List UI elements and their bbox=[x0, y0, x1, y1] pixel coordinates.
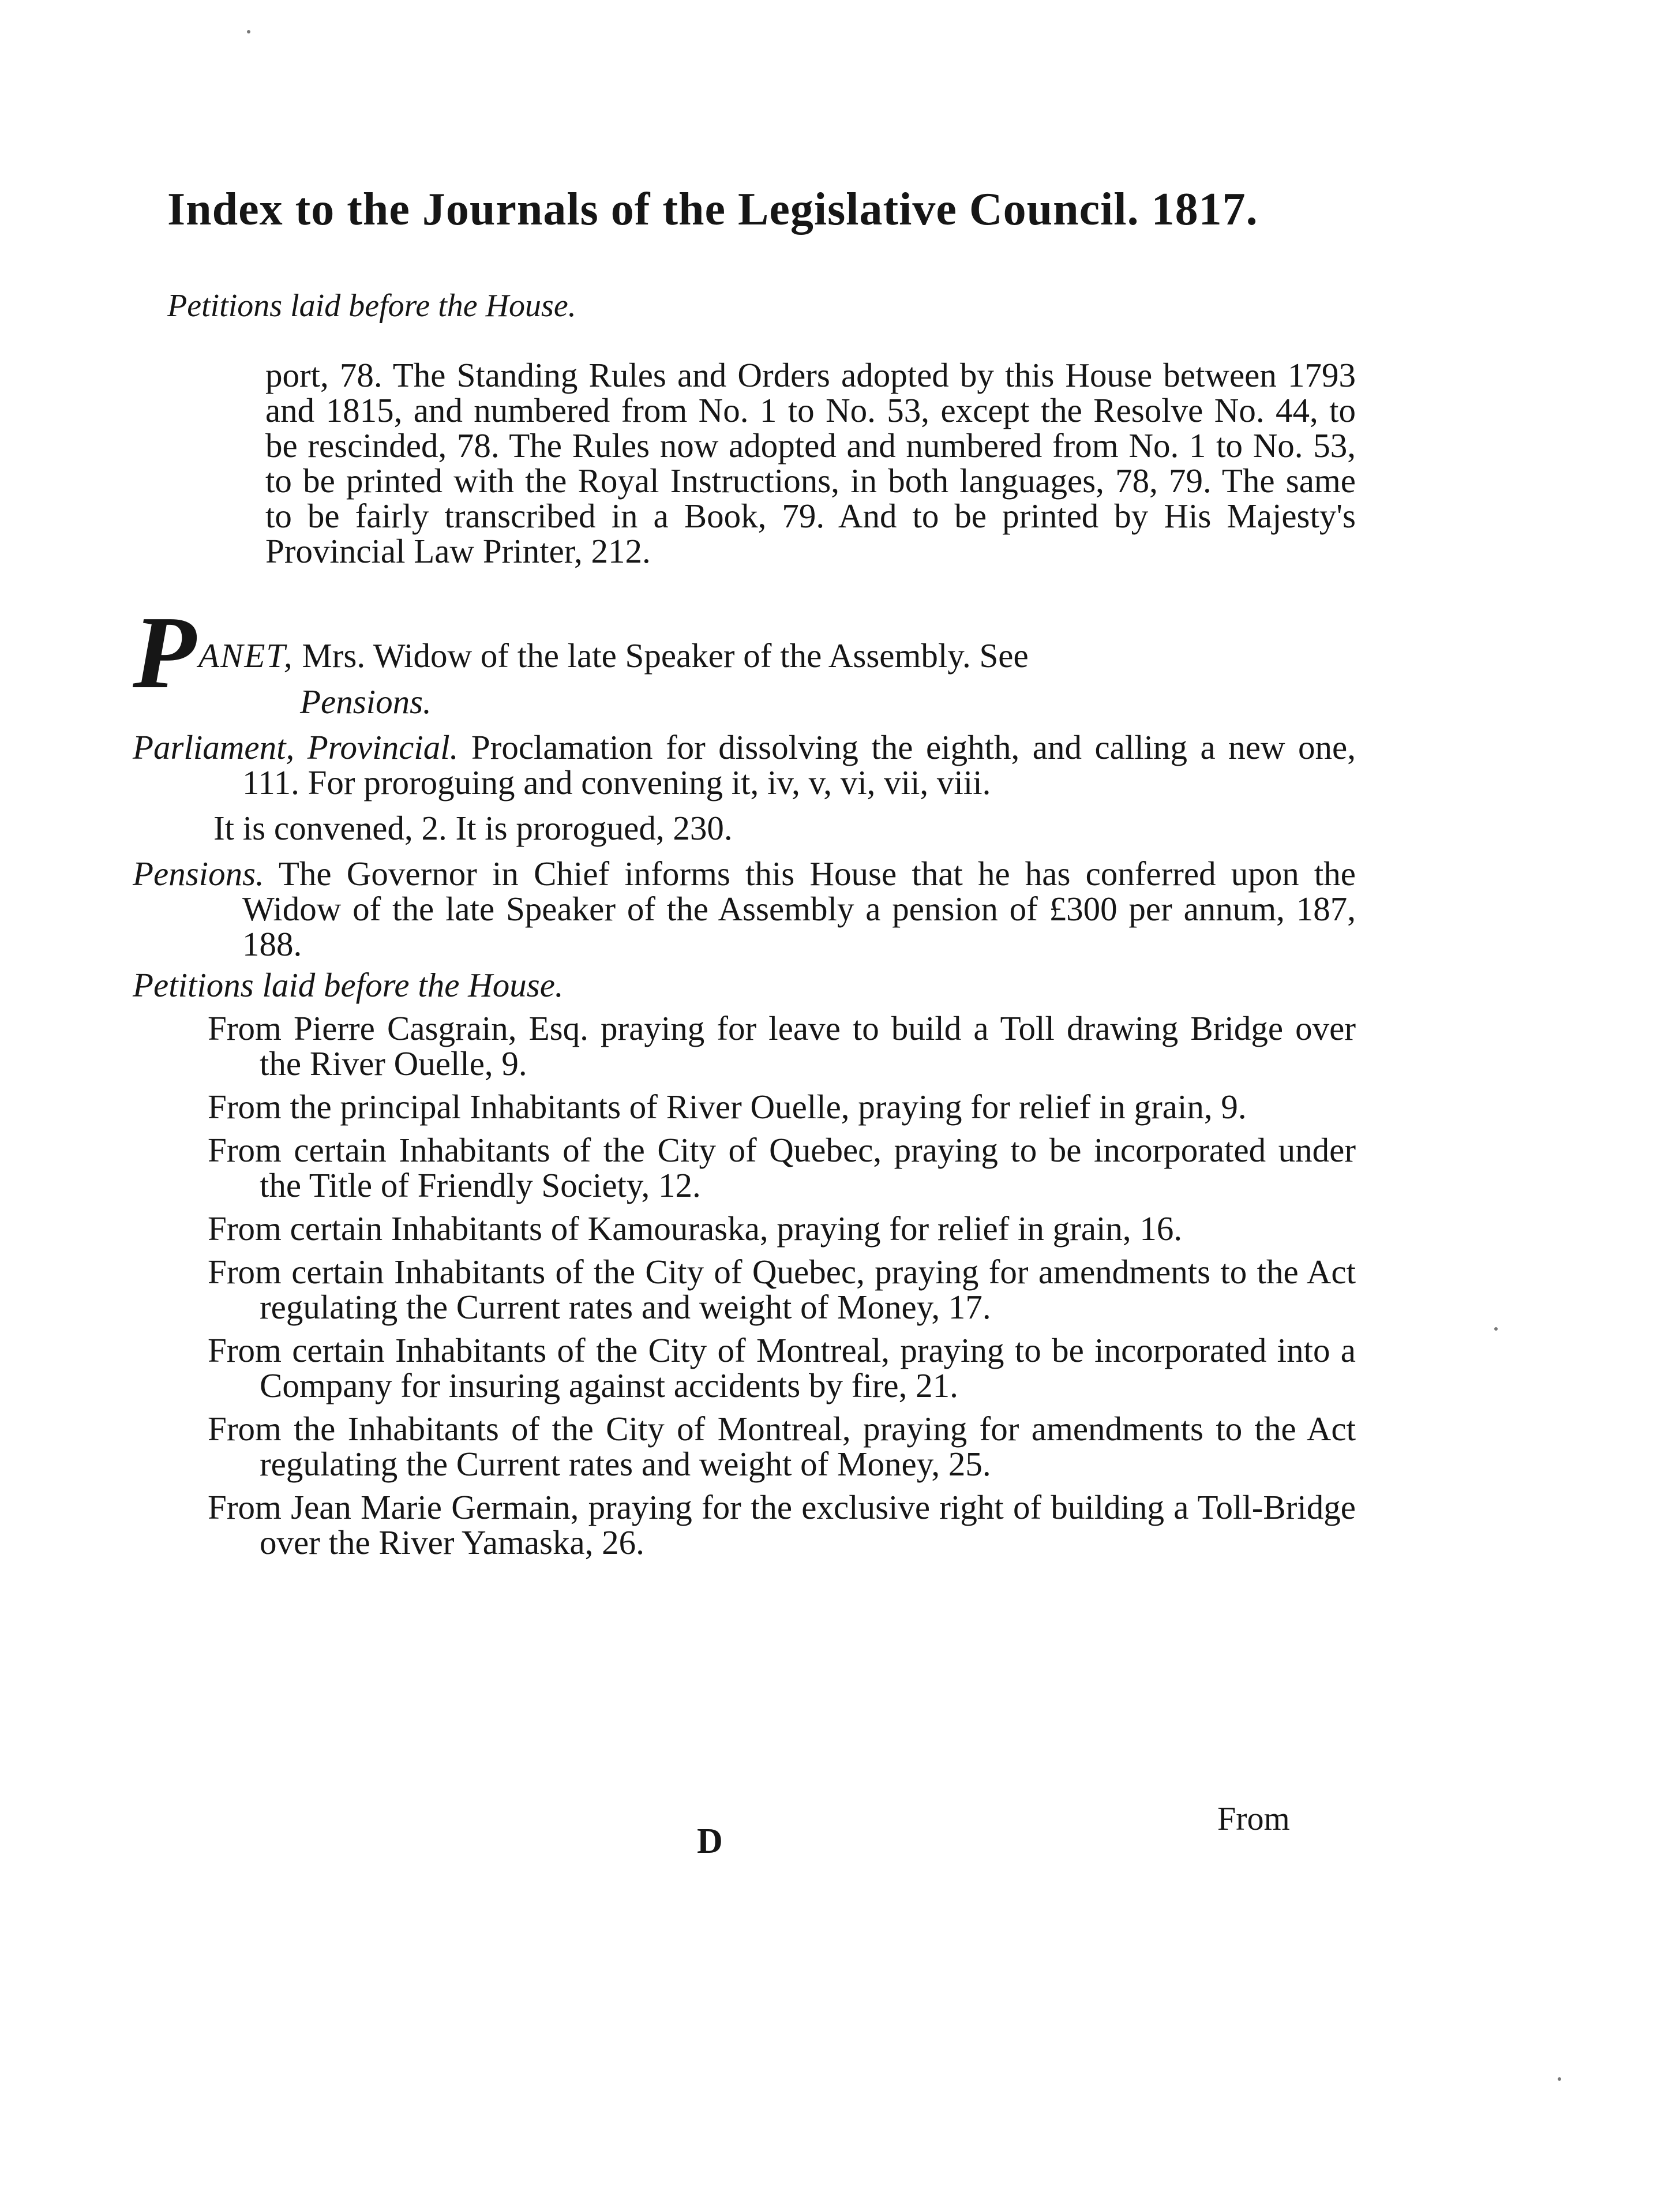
entry-text-panet: Mrs. Widow of the late Speaker of the Assembly. See bbox=[293, 636, 1029, 675]
see-reference: Pensions. bbox=[300, 683, 432, 721]
entry-head-pensions: Pensions. bbox=[133, 855, 264, 893]
petition-item: From the Inhabitants of the City of Montreal, praying for amendments to the Act regulating the Current rates and weight of Money, 25. bbox=[208, 1410, 1356, 1483]
petition-item: From the principal Inhabitants of River Ouelle, praying for relief in grain, 9. bbox=[208, 1088, 1247, 1126]
catchword: From bbox=[1217, 1800, 1290, 1837]
petition-item: From certain Inhabitants of the City of Quebec, praying to be incorporated under the Title of Friendly Society, 12. bbox=[208, 1131, 1356, 1204]
entry-pensions bbox=[133, 856, 1356, 962]
signature-mark: D bbox=[697, 1822, 723, 1861]
entry-text-pensions: The Governor in Chief informs this House that he has conferred upon the Widow of the late Speaker of the Assembly a pension of £300 per annum, 187, 188. bbox=[242, 855, 1356, 963]
entry-head-petitions: Petitions laid before the House. bbox=[133, 966, 564, 1004]
entry-panet bbox=[133, 595, 1356, 721]
entry-head-parliament: Parliament, Provincial. bbox=[133, 728, 459, 766]
section-heading: Petitions laid before the House. bbox=[167, 288, 576, 324]
paper-speck bbox=[1558, 2077, 1561, 2081]
petition-item: From Pierre Casgrain, Esq. praying for leave to build a Toll drawing Bridge over the River Ouelle, 9. bbox=[208, 1009, 1356, 1082]
continuation-paragraph: port, 78. The Standing Rules and Orders adopted by this House between 1793 and 1815, and numbered from No. 1 to No. 53, except the Resolve No. 44, to be rescinded, 78. The Rules now adopted and numbered from No. 1 to No. 53, to be printed with the Royal Instructions, in both languages, 78, 79. The same to be fairly transcribed in a Book, 79. And to be printed by His Majesty's Provincial Law Printer, 212. bbox=[265, 356, 1356, 570]
petition-item: From certain Inhabitants of the City of Montreal, praying to be incorporated into a Company for insuring against accidents by fire, 21. bbox=[208, 1331, 1356, 1404]
entry-text-parliament: Proclamation for dissolving the eighth, and calling a new one, 111. For proroguing and convening it, iv, v, vi, vii, viii. bbox=[242, 728, 1356, 801]
petition-item: From certain Inhabitants of Kamouraska, praying for relief in grain, 16. bbox=[208, 1209, 1183, 1248]
petition-item: From Jean Marie Germain, praying for the exclusive right of building a Toll-Bridge over the River Yamaska, 26. bbox=[208, 1488, 1356, 1561]
entry-parliament-sub: It is convened, 2. It is prorogued, 230. bbox=[213, 809, 733, 847]
entry-petitions bbox=[133, 968, 1356, 1003]
index-body bbox=[133, 358, 1356, 1560]
paper-speck bbox=[1494, 1327, 1498, 1331]
drop-cap: P bbox=[133, 595, 196, 710]
entry-parliament bbox=[133, 730, 1356, 800]
running-title: Index to the Journals of the Legislative Council. 1817. bbox=[167, 184, 1258, 235]
entry-head-panet: ANET, bbox=[198, 636, 294, 675]
paper-speck bbox=[247, 30, 250, 33]
petition-item: From certain Inhabitants of the City of Quebec, praying for amendments to the Act regulating the Current rates and weight of Money, 17. bbox=[208, 1253, 1356, 1326]
